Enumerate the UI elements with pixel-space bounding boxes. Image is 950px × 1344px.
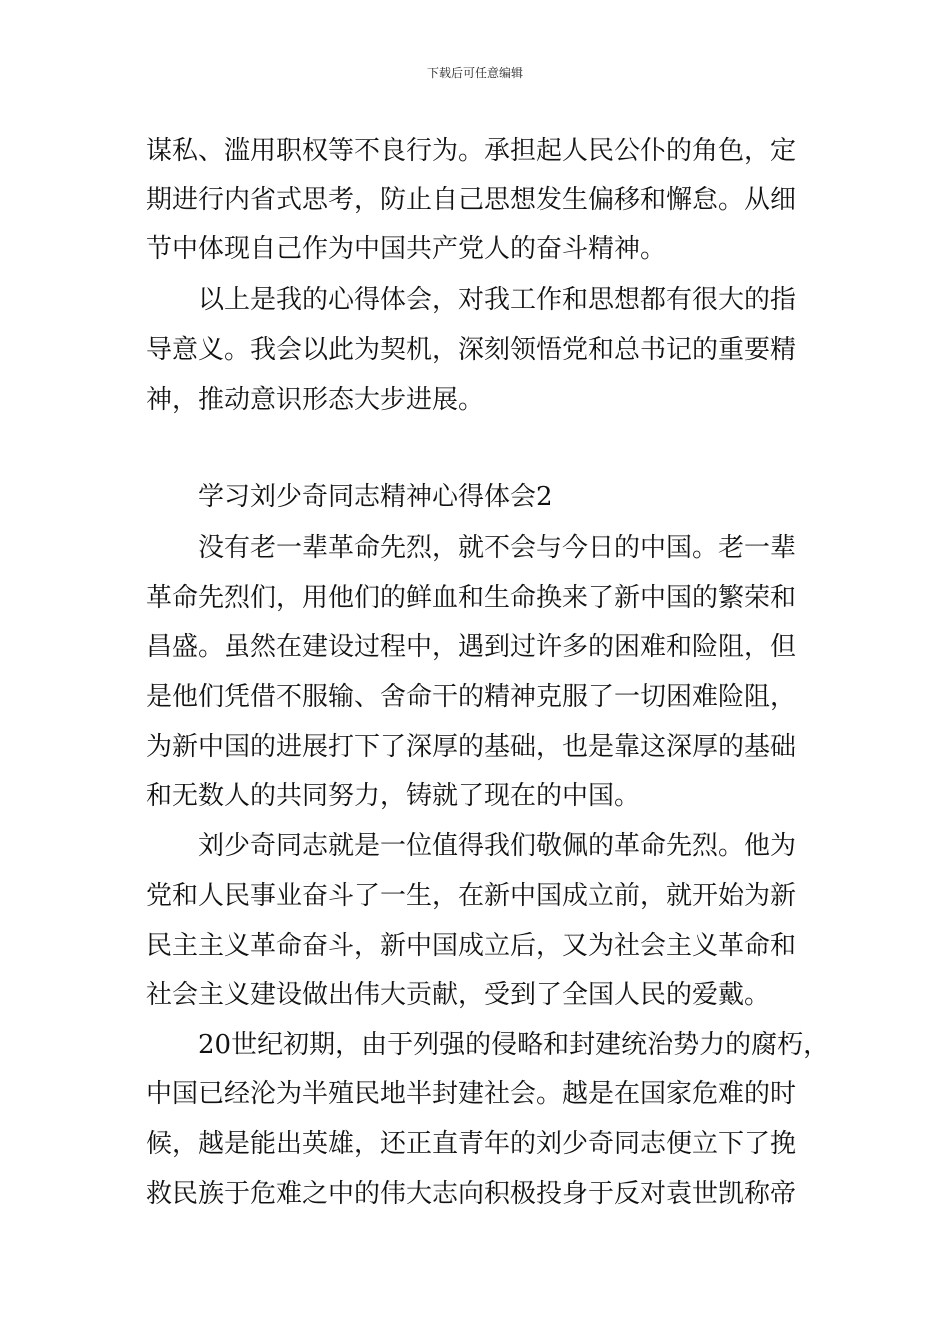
paragraph-line: 候，越是能出英雄，还正直青年的刘少奇同志便立下了挽 [146,1129,797,1159]
section-title: 学习刘少奇同志精神心得体会2 [198,482,553,512]
paragraph-line: 党和人民事业奋斗了一生，在新中国成立前，就开始为新 [146,881,797,911]
paragraph-line: 20世纪初期，由于列强的侵略和封建统治势力的腐朽， [198,1030,830,1060]
paragraph-line: 为新中国的进展打下了深厚的基础，也是靠这深厚的基础 [146,732,797,762]
paragraph-line: 中国已经沦为半殖民地半封建社会。越是在国家危难的时 [146,1079,797,1109]
paragraph-line: 昌盛。虽然在建设过程中，遇到过许多的困难和险阻，但 [146,632,797,662]
paragraph-line: 救民族于危难之中的伟大志向积极投身于反对袁世凯称帝 [146,1179,797,1209]
paragraph-line: 导意义。我会以此为契机，深刻领悟党和总书记的重要精 [146,335,797,365]
paragraph-line: 神，推动意识形态大步进展。 [146,385,485,415]
paragraph-line: 革命先烈们，用他们的鲜血和生命换来了新中国的繁荣和 [146,583,797,613]
paragraph-line: 社会主义建设做出伟大贡献，受到了全国人民的爱戴。 [146,980,771,1010]
paragraph-line: 和无数人的共同努力，铸就了现在的中国。 [146,781,641,811]
paragraph-line: 是他们凭借不服输、舍命干的精神克服了一切困难险阻， [146,682,797,712]
page-header: 下载后可任意编辑 [426,66,523,80]
paragraph-line: 没有老一辈革命先烈，就不会与今日的中国。老一辈 [198,533,797,563]
paragraph-line: 节中体现自己作为中国共产党人的奋斗精神。 [146,234,667,264]
paragraph-line: 谋私、滥用职权等不良行为。承担起人民公仆的角色，定 [146,136,797,166]
paragraph-line: 民主主义革命奋斗，新中国成立后，又为社会主义革命和 [146,931,797,961]
paragraph-line: 刘少奇同志就是一位值得我们敬佩的革命先烈。他为 [198,831,797,861]
paragraph-line: 期进行内省式思考，防止自己思想发生偏移和懈怠。从细 [146,185,797,215]
paragraph-line: 以上是我的心得体会，对我工作和思想都有很大的指 [198,285,797,315]
